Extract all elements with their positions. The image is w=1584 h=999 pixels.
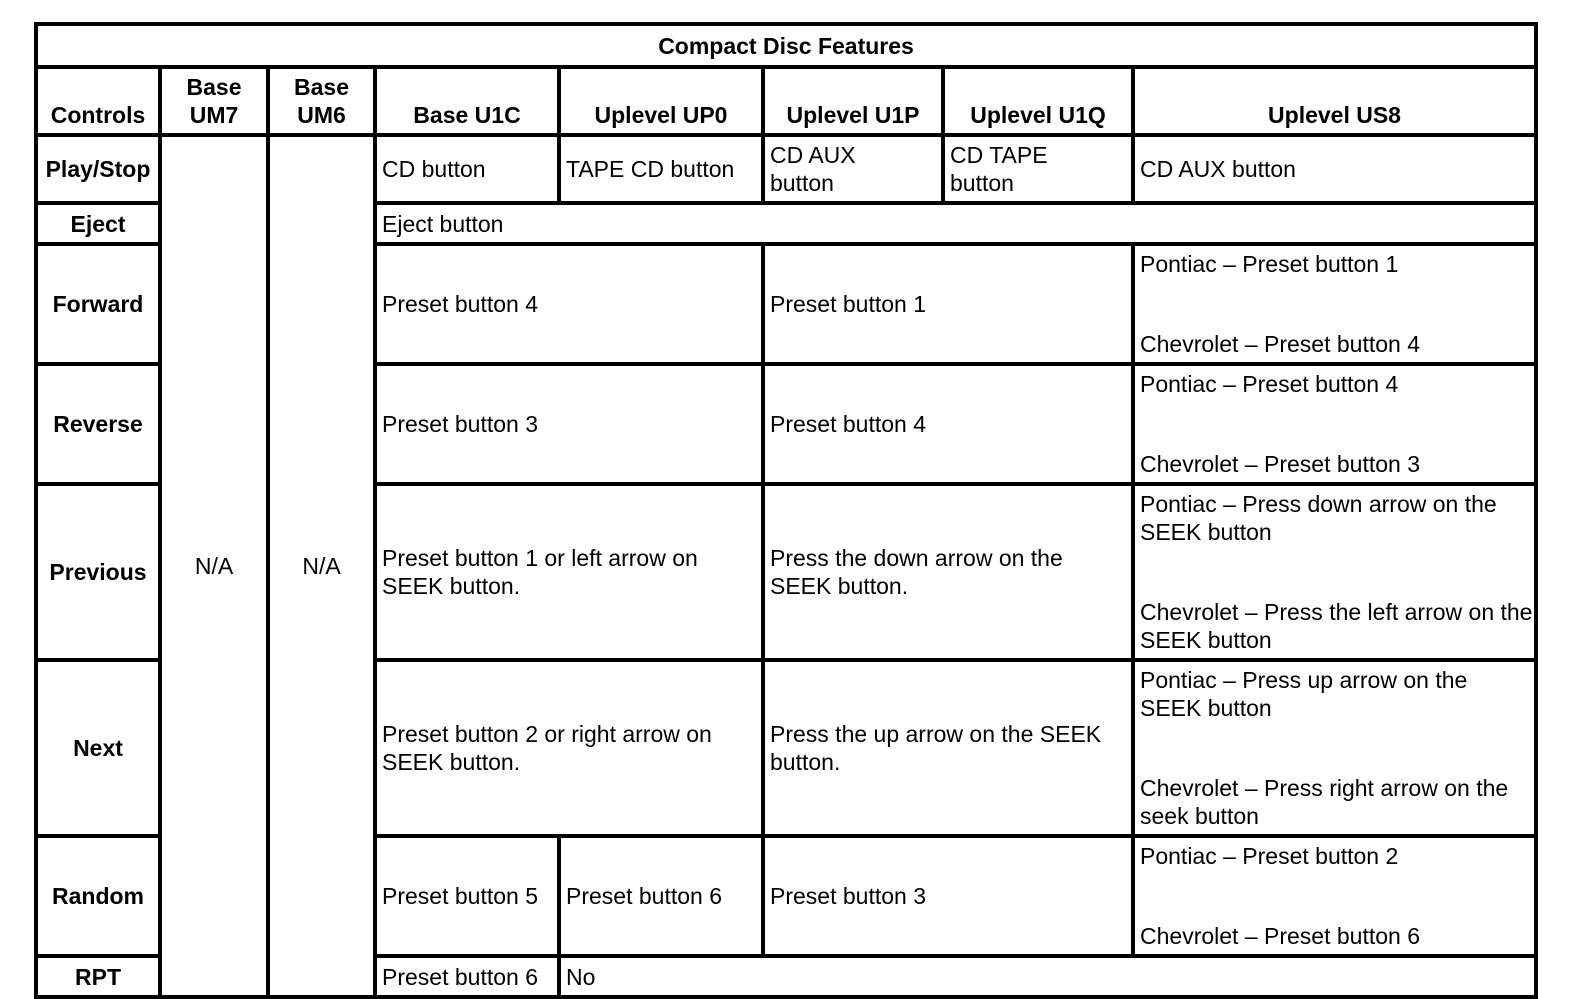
cell-eject-all: Eject button (375, 203, 1536, 244)
cell-next-us8 (1133, 660, 1536, 836)
row-label-previous: Previous (36, 484, 160, 660)
cell-forward-u1c-up0: Preset button 4 (375, 244, 763, 364)
cell-forward-us8 (1133, 244, 1536, 364)
cell-random-u1c: Preset button 5 (375, 836, 559, 956)
cell-forward-u1p-u1q: Preset button 1 (763, 244, 1133, 364)
cell-play-stop-us8: CD AUX button (1133, 135, 1536, 203)
forward-us8-pontiac: Pontiac – Preset button 1 (1140, 251, 1399, 277)
row-label-forward: Forward (36, 244, 160, 364)
cell-previous-u1p-u1q: Press the down arrow on the SEEK button. (763, 484, 1133, 660)
cell-reverse-u1c-up0: Preset button 3 (375, 364, 763, 484)
cell-rpt-u1c: Preset button 6 (375, 956, 559, 997)
cell-play-stop-u1p: CD AUX button (763, 135, 943, 203)
cell-previous-u1c-up0: Preset button 1 or left arrow on SEEK button. (375, 484, 763, 660)
cell-random-us8 (1133, 836, 1536, 956)
compact-disc-features-table (34, 22, 1538, 999)
table-caption: Compact Disc Features (36, 24, 1536, 67)
row-label-random: Random (36, 836, 160, 956)
random-us8-chevrolet: Chevrolet – Preset button 6 (1140, 923, 1420, 949)
header-base-um7: Base UM7 (160, 67, 268, 135)
header-base-um6: Base UM6 (268, 67, 375, 135)
header-controls: Controls (36, 67, 160, 135)
header-uplevel-u1q: Uplevel U1Q (943, 67, 1133, 135)
cell-rpt-rest: No (559, 956, 1536, 997)
row-label-play-stop: Play/Stop (36, 135, 160, 203)
row-label-rpt: RPT (36, 956, 160, 997)
um7-not-available: N/A (160, 135, 268, 997)
cell-next-u1p-u1q: Press the up arrow on the SEEK button. (763, 660, 1133, 836)
next-us8-chevrolet: Chevrolet – Press right arrow on the seek button (1140, 775, 1509, 829)
previous-us8-pontiac: Pontiac – Press down arrow on the SEEK button (1140, 491, 1497, 545)
header-uplevel-us8: Uplevel US8 (1133, 67, 1536, 135)
random-us8-pontiac: Pontiac – Preset button 2 (1140, 843, 1399, 869)
reverse-us8-chevrolet: Chevrolet – Preset button 3 (1140, 451, 1420, 477)
row-label-reverse: Reverse (36, 364, 160, 484)
cell-random-up0: Preset button 6 (559, 836, 763, 956)
cell-next-u1c-up0: Preset button 2 or right arrow on SEEK button. (375, 660, 763, 836)
row-label-eject: Eject (36, 203, 160, 244)
cell-play-stop-u1q: CD TAPE button (943, 135, 1133, 203)
reverse-us8-pontiac: Pontiac – Preset button 4 (1140, 371, 1399, 397)
cell-previous-us8 (1133, 484, 1536, 660)
forward-us8-chevrolet: Chevrolet – Preset button 4 (1140, 331, 1420, 357)
cell-play-stop-up0: TAPE CD button (559, 135, 763, 203)
previous-us8-chevrolet: Chevrolet – Press the left arrow on the SEEK button (1140, 599, 1533, 653)
header-base-u1c: Base U1C (375, 67, 559, 135)
um6-not-available: N/A (268, 135, 375, 997)
table-row-play-stop (36, 135, 1536, 203)
cell-reverse-us8 (1133, 364, 1536, 484)
cell-play-stop-u1c: CD button (375, 135, 559, 203)
row-label-next: Next (36, 660, 160, 836)
cell-random-u1p-u1q: Preset button 3 (763, 836, 1133, 956)
header-uplevel-up0: Uplevel UP0 (559, 67, 763, 135)
header-uplevel-u1p: Uplevel U1P (763, 67, 943, 135)
cell-reverse-u1p-u1q: Preset button 4 (763, 364, 1133, 484)
next-us8-pontiac: Pontiac – Press up arrow on the SEEK button (1140, 667, 1468, 721)
